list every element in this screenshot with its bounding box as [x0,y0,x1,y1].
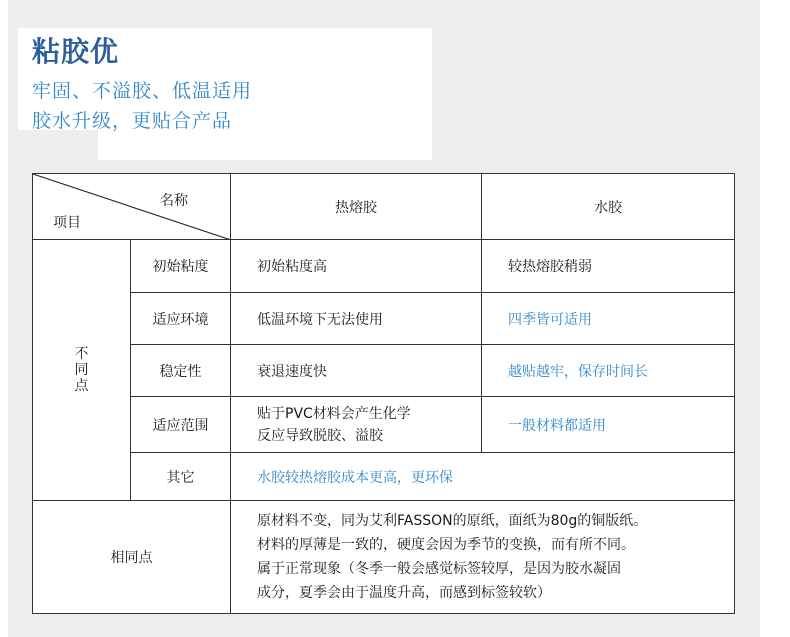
table-row [33,293,735,345]
table-header-row [33,174,735,240]
hot-melt-value [231,397,482,453]
other-value: 水胶较热熔胶成本更高，更环保 [231,453,735,501]
hot-melt-value: 低温环境下无法使用 [231,293,482,345]
same-points-label: 相同点 [33,501,231,614]
table-row [33,453,735,501]
same-points-line: 原材料不变，同为艾利FASSON的原纸，面纸为80g的铜版纸。 [257,513,648,529]
column-header-hot-melt: 热熔胶 [231,174,482,240]
headline: 粘胶优 [32,35,120,68]
table-row [33,240,735,293]
water-glue-value: 越贴越牢，保存时间长 [482,345,735,397]
table-row [33,501,735,614]
header-name-label: 名称 [160,193,188,209]
subtitle-line-1: 牢固、不溢胶、低温适用 [32,80,253,102]
subtitle-line-2: 胶水升级，更贴合产品 [32,110,233,132]
same-points-line: 成分，夏季会由于温度升高，而感到标签较软） [257,585,551,601]
table-row [33,345,735,397]
diagonal-header-cell [33,174,231,240]
comparison-table [32,173,735,614]
table-row [33,397,735,453]
group-label-differences [33,240,131,501]
water-glue-value: 较热熔胶稍弱 [482,240,735,293]
hot-melt-value: 衰退速度快 [231,345,482,397]
column-header-water-glue: 水胶 [482,174,735,240]
row-item-label: 初始粘度 [131,240,231,293]
row-item-label: 适应环境 [131,293,231,345]
hot-melt-value-line: 反应导致脱胶、溢胶 [257,427,383,444]
hot-melt-value: 初始粘度高 [231,240,482,293]
hot-melt-value-line: 贴于PVC材料会产生化学 [257,405,411,422]
same-points-line: 材料的厚薄是一致的，硬度会因为季节的变换，而有所不同。 [257,537,635,553]
row-item-label: 稳定性 [131,345,231,397]
group-label-text: 不同点 [74,346,89,394]
water-glue-value: 一般材料都适用 [482,397,735,453]
title-box-notch [18,130,98,160]
row-item-label: 适应范围 [131,397,231,453]
row-item-label: 其它 [131,453,231,501]
water-glue-value: 四季皆可适用 [482,293,735,345]
same-points-line: 属于正常现象（冬季一般会感觉标签较厚，是因为胶水凝固 [257,561,621,577]
same-points-value [231,501,735,614]
header-item-label: 项目 [53,215,81,231]
